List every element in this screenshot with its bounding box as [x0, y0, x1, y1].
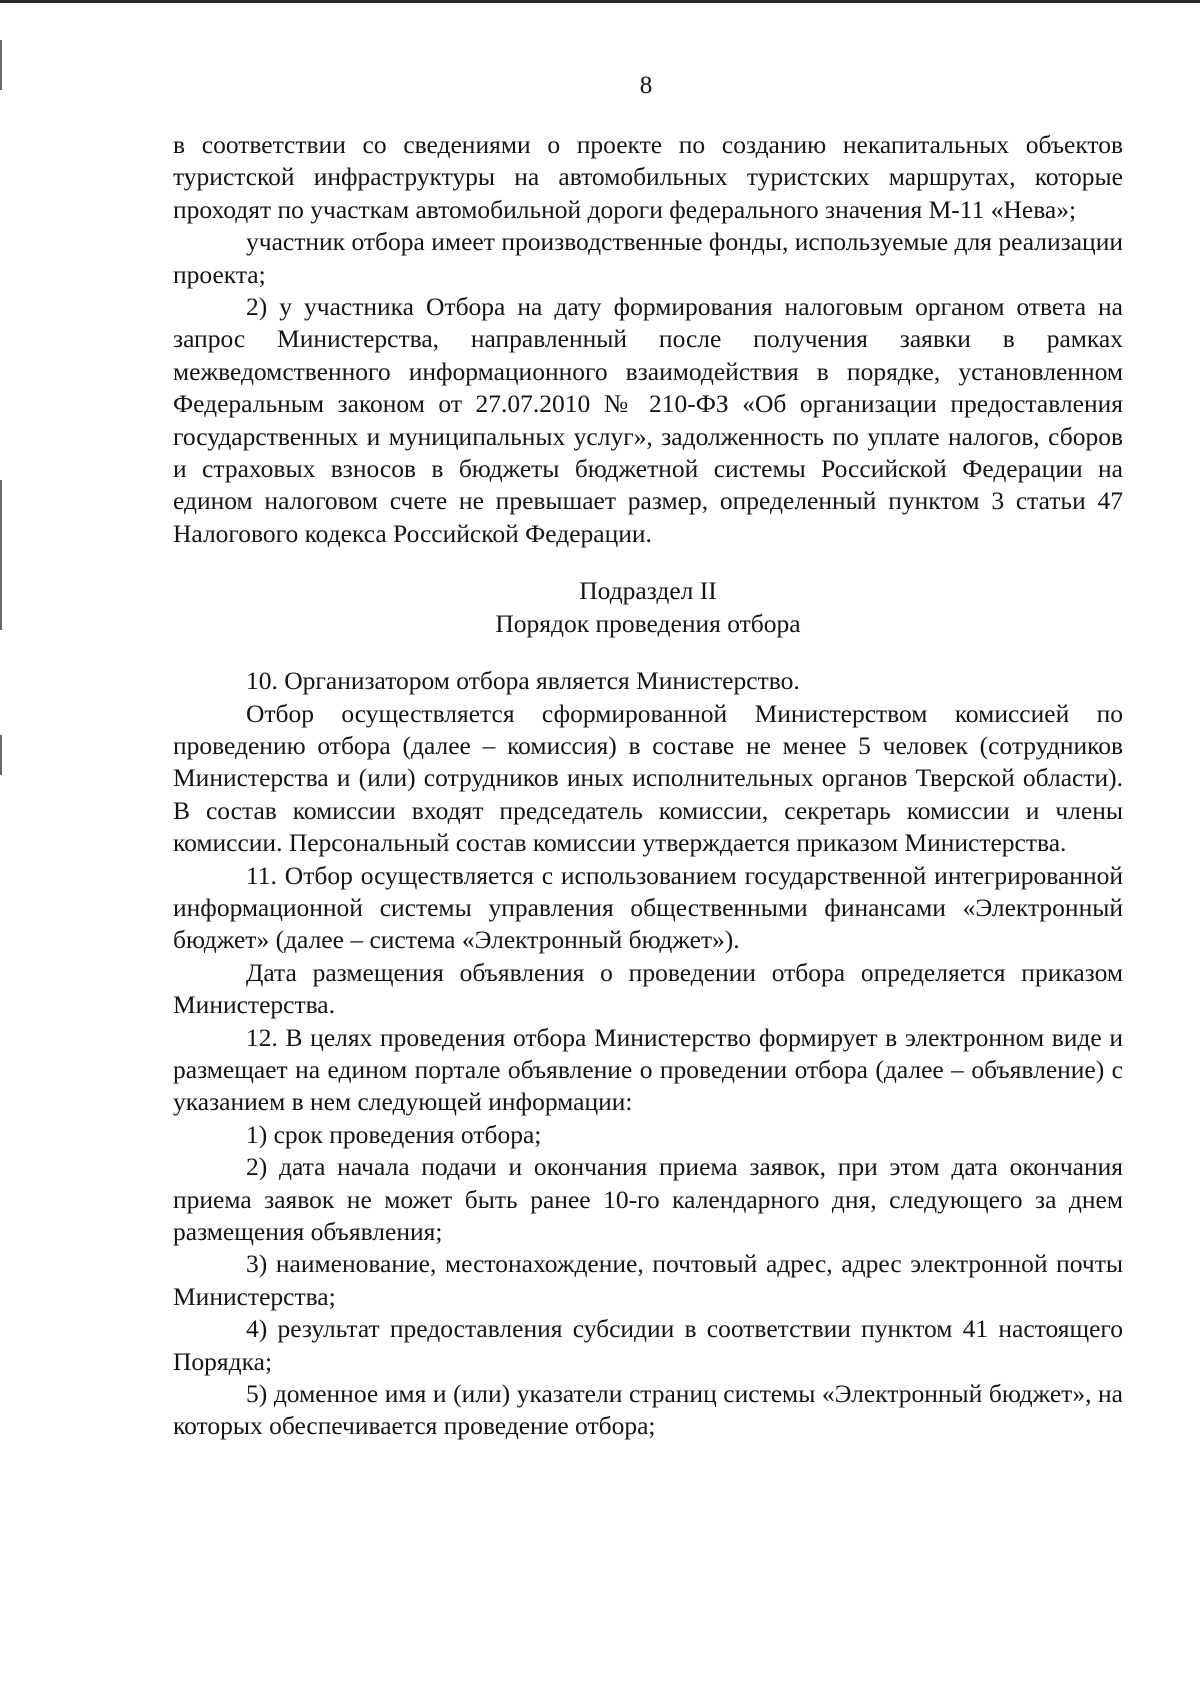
section-label: Подраздел II [579, 576, 717, 606]
list-item: 4) результат предоставления субсидии в соответствии пунктом 41 настоящего Порядка; [173, 1314, 1123, 1376]
paragraph: Отбор осуществляется сформированной Министерством комиссией по проведению отбора (далее – комиссия) в составе не менее 5 человек (сотрудников Министерства и (или) сотрудников иных исполнительных органов Тверской области). В состав комиссии входят председатель комиссии, секретарь комиссии и члены комиссии. Персональный состав комиссии утверждается приказом Министерства. [173, 698, 1123, 858]
paragraph: 10. Организатором отбора является Министерство. [246, 666, 800, 696]
paragraph: Дата размещения объявления о проведении отбора определяется приказом Министерства. [173, 957, 1123, 1020]
paragraph: участник отбора имеет производственные фонды, используемые для реализации проекта; [173, 227, 1123, 289]
scan-edge-top [0, 0, 1200, 3]
paragraph: в соответствии со сведениями о проекте по созданию некапитальных объектов туристской инфраструктуры на автомобильных туристских маршрутах, которые проходят по участкам автомобильной дороги федерального значения М-11 «Нева»; [173, 130, 1123, 224]
page-number: 8 [639, 72, 653, 99]
list-item: 3) наименование, местонахождение, почтовый адрес, адрес электронной почты Министерства; [173, 1249, 1123, 1311]
scan-edge-mark [0, 480, 2, 630]
list-item: 2) дата начала подачи и окончания приема заявок, при этом дата окончания приема заявок не может быть ранее 10-го календарного дня, следующего за днем размещения объявления; [173, 1152, 1123, 1246]
document-body [173, 129, 1123, 1443]
section-title: Порядок проведения отбора [495, 608, 801, 638]
paragraph: 12. В целях проведения отбора Министерство формирует в электронном виде и размещает на едином портале объявление о проведении отбора (далее – объявление) с указанием в нем следующей информации: [173, 1022, 1123, 1117]
list-item: 1) срок проведения отбора; [246, 1119, 542, 1149]
list-item: 5) доменное имя и (или) указатели страниц системы «Электронный бюджет», на которых обеспечивается проведение отбора; [173, 1379, 1123, 1441]
paragraph: 11. Отбор осуществляется с использованием государственной интегрированной информационной системы управления общественными финансами «Электронный бюджет» (далее – система «Электронный бюджет»). [173, 860, 1123, 955]
scan-edge-mark [0, 735, 2, 775]
paragraph: 2) у участника Отбора на дату формирования налоговым органом ответа на запрос Министерства, направленный после получения заявки в рамках межведомственного информационного взаимодействия в порядке, установленном Федеральным законом от 27.07.2010 № 210-ФЗ «Об организации предоставления государственных и муниципальных услуг», задолженность по уплате налогов, сборов и страховых взносов в бюджеты бюджетной системы Российской Федерации на едином налоговом счете не превышает размер, определенный пунктом 3 статьи 47 Налогового кодекса Российской Федерации. [173, 292, 1123, 548]
